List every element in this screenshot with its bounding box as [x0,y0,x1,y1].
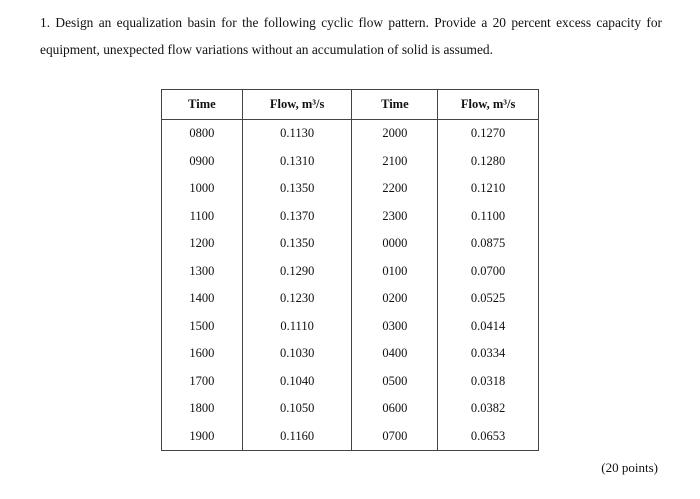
cell-flow: 0.1290 [242,258,352,286]
table-header-row [162,90,539,120]
question-text [40,9,662,63]
cell-flow: 0.1280 [438,148,539,176]
points-label: (20 points) [601,460,658,475]
cell-time: 1400 [162,285,243,313]
cell-flow: 0.1210 [438,175,539,203]
cell-time: 0600 [352,395,438,423]
cell-flow: 0.1350 [242,230,352,258]
cell-time: 2100 [352,148,438,176]
question-line-2: equipment, unexpected flow variations without an accumulation of solid is assumed. [40,42,493,57]
cell-flow: 0.1270 [438,120,539,148]
table-row [162,340,539,368]
cell-time: 1100 [162,203,243,231]
cell-flow: 0.1310 [242,148,352,176]
cell-flow: 0.0334 [438,340,539,368]
cell-time: 1900 [162,423,243,451]
cell-time: 1800 [162,395,243,423]
cell-flow: 0.0700 [438,258,539,286]
header-flow-1: Flow, m³/s [242,90,352,120]
table-row [162,395,539,423]
cell-time: 0200 [352,285,438,313]
cell-time: 2200 [352,175,438,203]
cell-flow: 0.1110 [242,313,352,341]
cell-time: 1700 [162,368,243,396]
table-row [162,423,539,451]
cell-flow: 0.0653 [438,423,539,451]
cell-flow: 0.0525 [438,285,539,313]
cell-flow: 0.1050 [242,395,352,423]
cell-flow: 0.0318 [438,368,539,396]
cell-time: 2300 [352,203,438,231]
cell-time: 1300 [162,258,243,286]
header-time-2: Time [352,90,438,120]
cell-time: 0400 [352,340,438,368]
table-row [162,313,539,341]
header-flow-2: Flow, m³/s [438,90,539,120]
table-row [162,148,539,176]
cell-time: 0100 [352,258,438,286]
cell-time: 0900 [162,148,243,176]
cell-time: 0700 [352,423,438,451]
cell-time: 2000 [352,120,438,148]
cell-flow: 0.1040 [242,368,352,396]
cell-time: 0800 [162,120,243,148]
cell-flow: 0.1230 [242,285,352,313]
cell-flow: 0.1370 [242,203,352,231]
cell-flow: 0.1030 [242,340,352,368]
cell-flow: 0.0414 [438,313,539,341]
table-row [162,368,539,396]
cell-time: 1200 [162,230,243,258]
cell-flow: 0.0382 [438,395,539,423]
flow-table [161,89,539,451]
table-row [162,230,539,258]
cell-flow: 0.0875 [438,230,539,258]
cell-time: 0300 [352,313,438,341]
cell-flow: 0.1100 [438,203,539,231]
cell-flow: 0.1350 [242,175,352,203]
header-time-1: Time [162,90,243,120]
flow-table-body [162,120,539,451]
cell-time: 1500 [162,313,243,341]
cell-time: 0000 [352,230,438,258]
table-row [162,285,539,313]
cell-flow: 0.1130 [242,120,352,148]
cell-time: 0500 [352,368,438,396]
cell-time: 1000 [162,175,243,203]
table-row [162,203,539,231]
cell-time: 1600 [162,340,243,368]
table-row [162,258,539,286]
table-row [162,175,539,203]
question-line-1: 1. Design an equalization basin for the following cyclic flow pattern. Provide a 20 percent excess capacity for [40,15,662,30]
cell-flow: 0.1160 [242,423,352,451]
table-row [162,120,539,148]
